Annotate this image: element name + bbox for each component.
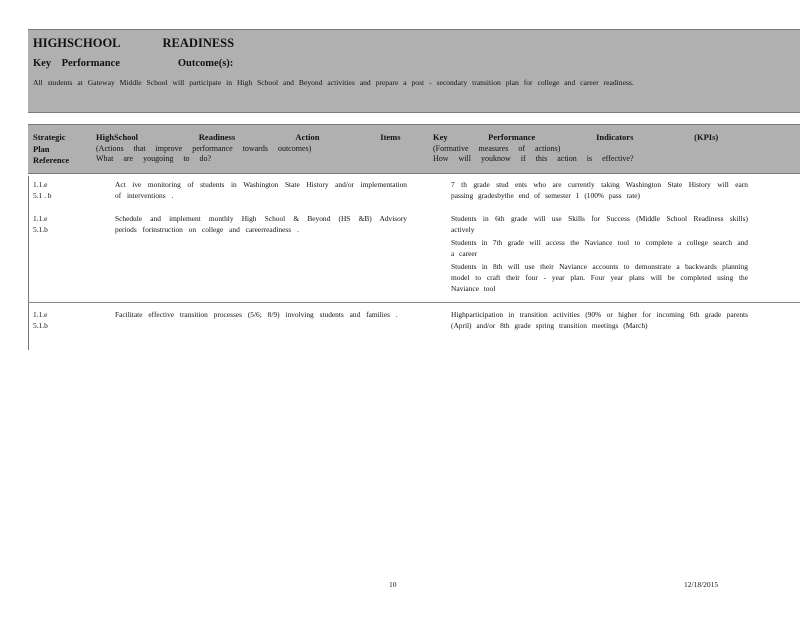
bullet-icon — [433, 214, 441, 224]
col1-line3: Reference — [33, 155, 70, 165]
bullet-icon — [433, 180, 441, 190]
bullet-icon — [433, 238, 441, 248]
kpi-item: Students in 7th grade will access the Naviance tool to complete a college search and a career — [451, 238, 748, 258]
bullet-icon — [97, 214, 105, 224]
col3-line2: (Formative measures of actions) — [433, 143, 561, 153]
table-row — [28, 310, 800, 346]
table-row — [28, 180, 800, 210]
bullet-icon — [97, 310, 105, 320]
key-performance-outcome-label — [33, 58, 233, 69]
ref-line-2: 5.1.b — [33, 320, 48, 330]
page-title — [33, 36, 234, 51]
col2-title: HighSchool Readiness Action Items — [96, 132, 401, 142]
action-item: Facilitate effective transition processes (5/6; 8/9) involving students and families . — [115, 310, 398, 319]
col-kpis — [433, 132, 763, 165]
strategic-reference — [33, 310, 83, 332]
strategic-reference — [33, 214, 83, 236]
action-item: Act ive monitoring of students in Washington State History and/or implementation of interventions . — [115, 180, 407, 200]
kpo-word-1: Key Performance — [33, 58, 120, 69]
ref-line-1: 1.1.e — [33, 310, 48, 319]
row-divider — [28, 302, 800, 303]
col-strategic-plan-reference — [33, 132, 93, 167]
kpi-item: Students in 8th will use their Naviance accounts to demonstrate a backwards planning model to craft their four - year plan. Four year plans will be completed using the Naviance tool — [451, 262, 748, 293]
kpi-item: Highparticipation in transition activities (90% or higher for incoming 6th grade parents (April) and/or 8th grade spring transition meetings (March) — [451, 310, 748, 330]
ref-line-1: 1.1.e — [33, 214, 48, 223]
bullet-icon — [97, 180, 105, 190]
header-box — [28, 29, 800, 113]
bullet-icon — [433, 310, 441, 320]
ref-line-2: 5.1.b — [33, 224, 48, 234]
col2-line3: What are yougoing to do? — [96, 154, 212, 163]
action-item: Schedule and implement monthly High School & Beyond (HS &B) Advisory periods forinstruction on college and careerreadiness . — [115, 214, 407, 234]
col2-line2: (Actions that improve performance towards outcomes) — [96, 143, 312, 153]
strategic-reference — [33, 180, 83, 202]
ref-line-2: 5.1 . b — [33, 190, 52, 200]
title-word-2: READINESS — [162, 36, 235, 50]
kpo-word-2: Outcome(s): — [177, 58, 234, 69]
col1-line1: Strategic — [33, 132, 66, 142]
col-action-items — [96, 132, 401, 165]
col1-line2: Plan — [33, 143, 50, 154]
col3-title: Key Performance Indicators (KPIs) — [433, 132, 719, 142]
bullet-icon — [433, 262, 441, 272]
kpi-item: Students in 6th grade will use Skills for Success (Middle School Readiness skills) actively — [451, 214, 748, 234]
footer-date: 12/18/2015 — [684, 580, 719, 589]
page-number: 10 — [389, 580, 397, 589]
col3-line3: How will youknow if this action is effective? — [433, 154, 634, 163]
outcome-text: All students at Gateway Middle School will participate in High School and Beyond activities and prepare a post - secondary transition plan for college and career readiness. — [33, 78, 634, 87]
column-header-box — [28, 124, 800, 174]
kpi-item: 7 th grade stud ents who are currently taking Washington State History will earn passing gradesbythe end of semester 1 (100% pass rate) — [451, 180, 748, 200]
table-row — [28, 214, 800, 299]
ref-line-1: 1.1.e — [33, 180, 48, 189]
title-word-1: HIGHSCHOOL — [33, 36, 121, 50]
